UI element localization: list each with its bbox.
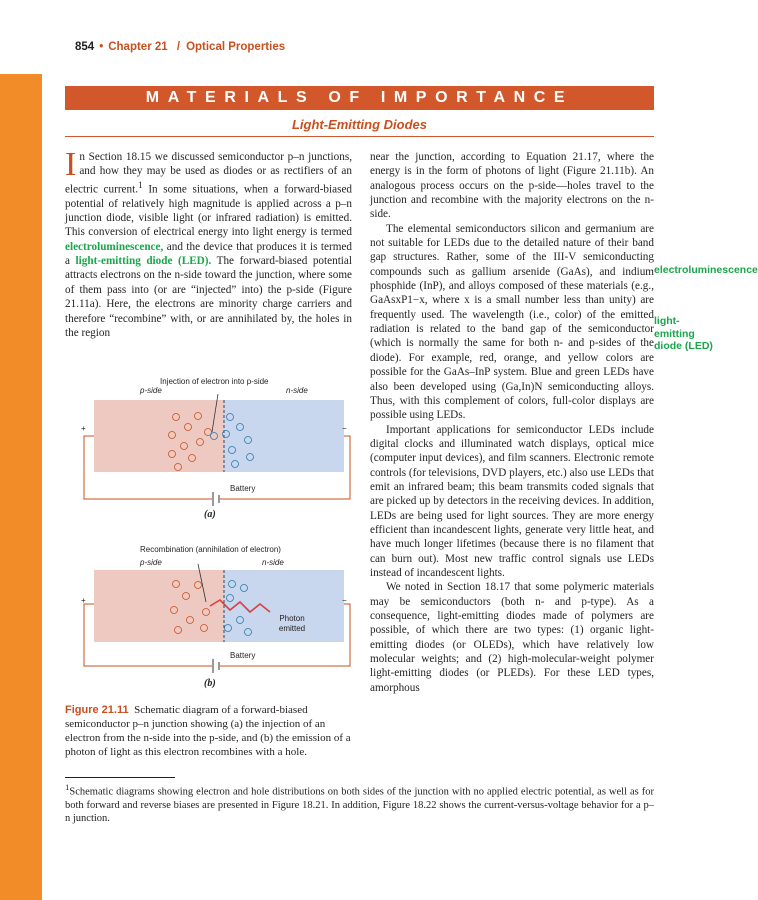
running-head: 854 • Chapter 21 / Optical Properties	[75, 41, 286, 53]
intro-text-c: and the device that produces it is termed a	[65, 240, 352, 268]
intro-text-a: n Section 18.15 we discussed semiconductor p–n junctions, and how they may be used as diodes or as rectifiers of an electric current.	[65, 151, 352, 196]
p-region	[94, 400, 224, 472]
drop-cap: I	[65, 146, 77, 183]
body-paragraph: Important applications for semiconductor LEDs include digital clocks and illuminated watch displays, optical mice (computer input devices), and film scanners. Electronic remote controls (for televisions, DVD players, etc.) also use LEDs that emit an infrared beam; this beam transmits coded signals that are picked up by detectors in the receiving devices. In addition, LEDs are being used for light sources. They are more energy efficient than incandescent lights, generate very little heat, and have much longer lifetimes (because there is no filament that can burn out). Most new traffic control signals use LEDs instead of incandescent lights.	[370, 423, 654, 579]
page-edge-bar	[0, 74, 42, 900]
figure-a-battery-label: Battery	[230, 484, 256, 493]
intro-text-d: The forward-biased potential attracts electrons on the n-side toward the junction, where some of them pass into (or are “injected” into) the p-side (Figure 21.11a). Here, the electrons are minority charge carriers and therefore “recombine” with, or are annihilated by, the holes in the region	[65, 255, 352, 339]
figure-a-p-label: p-side	[140, 386, 162, 395]
body-paragraph: We noted in Section 18.17 that some polymeric materials may be semiconductors (both n- and p-type). As a consequence, light-emitting diodes made of polymers are possible, of which there are two types: (1) organic light-emitting diodes (or OLEDs), which have relatively low molecular weights; and (2) high-molecular-weight polymer light-emitting diodes (or PLEDs). For these LED types, amorphous	[370, 581, 654, 694]
n-region	[224, 400, 344, 472]
figure-a-n-label: n-side	[286, 386, 308, 395]
figure-b-p-label: p-side	[140, 558, 162, 567]
intro-paragraph	[65, 146, 353, 340]
figure-a-sublabel: (a)	[204, 509, 216, 520]
figure-b-photon-label: Photon emitted	[278, 614, 306, 633]
body-paragraph: The elemental semiconductors silicon and germanium are not suitable for LEDs due to the detailed nature of their band gap structures. Rather, some of the III-V semiconducting compounds such as gallium arsenide (GaAs), and indium phosphide (InP), and alloys composed of these materials (e.g., GaAsxP1−x, where x is a small number less than unity) are frequently used. The wavelength (i.e., color) of the emitted radiation is related to the band gap of the semiconductor (which is normally the same for both n- and p-sides of the diode). For example, red, orange, and yellow colors are possible for the GaAs–InP system. Blue and green LEDs have also been developed using (Ga,In)N semiconducting alloys. Thus, with this complement of colors, full-color displays are possible using LEDs.	[370, 222, 654, 422]
figure-b-minus: −	[342, 596, 347, 605]
intro-text-b: In some situations, when a forward-biased potential of relatively high magnitude is applied across a p–n junction diode, visible light (or infrared radiation) is emitted. This conversion of electrical energy into light energy is termed	[65, 183, 353, 239]
header-separator: /	[176, 41, 181, 53]
feature-title: Light-Emitting Diodes	[291, 117, 428, 132]
figure-b-top-label: Recombination (annihilation of electron)	[140, 545, 281, 554]
caption-number: Figure 21.11	[65, 704, 129, 716]
figure-caption	[65, 703, 352, 759]
figure-a-minus: −	[342, 424, 347, 433]
figure-b-plus: +	[81, 596, 86, 605]
key-term-electroluminescence: electroluminescence,	[65, 240, 164, 253]
figure-a-plus: +	[81, 424, 86, 433]
footnote-text: Schematic diagrams showing electron and hole distributions on both sides of the junction with no applied electric potential, as well as for both forward and reverse biases are presented in Figure 18.21. In addition, Figure 18.22 shows the current-versus-voltage behavior for a p–n junction.	[65, 786, 654, 824]
figure-a-diagram	[80, 372, 350, 522]
page-number: 854	[75, 41, 95, 53]
section-label: Optical Properties	[186, 41, 286, 53]
figure-b	[80, 538, 350, 698]
figure-b-n-label: n-side	[262, 558, 284, 567]
footnote	[65, 781, 654, 825]
left-column	[65, 146, 353, 340]
right-column	[370, 150, 654, 695]
caption-text: Schematic diagram of a forward-biased semiconductor p–n junction showing (a) the injection of an electron from the n-side into the p-side, and (b) the emission of a photon of light as this electron recombines with a hole.	[65, 704, 351, 758]
footnote-mark: 1	[65, 782, 70, 792]
margin-term-electroluminescence: electroluminescence	[654, 264, 758, 276]
feature-divider	[65, 136, 654, 137]
figure-b-battery-label: Battery	[230, 651, 256, 660]
figure-a	[80, 372, 350, 522]
materials-banner: MATERIALS OF IMPORTANCE	[65, 86, 654, 110]
footnote-divider	[65, 777, 175, 778]
figure-b-sublabel: (b)	[204, 678, 216, 689]
margin-term-led: light-emitting diode (LED)	[654, 315, 713, 352]
key-term-led: light-emitting diode (LED).	[75, 255, 212, 268]
body-paragraph: near the junction, according to Equation 21.17, where the energy is in the form of photons of light (Figure 21.11b). An analogous process occurs on the p-side—holes travel to the junction and recombine with the majority electrons on the n-side.	[370, 151, 654, 221]
figure-a-top-label: Injection of electron into p-side	[160, 377, 269, 386]
footnote-ref: 1	[138, 180, 143, 191]
chapter-label: Chapter 21	[108, 41, 168, 53]
